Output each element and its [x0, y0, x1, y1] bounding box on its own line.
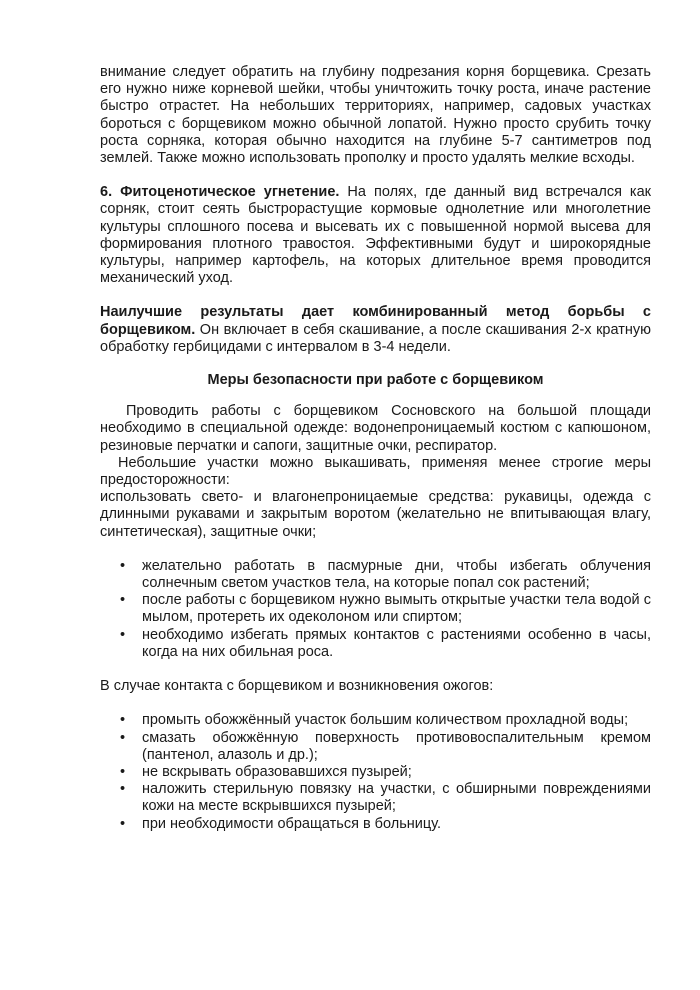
list-item-text: смазать обожжённую поверхность противовоспалительным кремом (пантенол, алазоль и др.); — [142, 729, 651, 763]
bullet-icon: • — [120, 729, 126, 746]
list-item-text: наложить стерильную повязку на участки, с обширными повреждениями кожи на месте вскрывшихся пузырей; — [142, 781, 651, 815]
paragraph-phytocenotic — [100, 184, 651, 287]
list-item — [100, 781, 651, 815]
paragraph-combined-method-text: Он включает в себя скашивание, а после скашивания 2-х кратную обработку гербицидами с интервалом в 3-4 недели. — [100, 321, 651, 355]
paragraph-protective-clothing: Проводить работы с борщевиком Сосновского на большой площади необходимо в специальной одежде: водонепроницаемый костюм с капюшоном, резиновые перчатки и сапоги, защитные очки, респиратор. — [100, 403, 651, 454]
section-heading: Меры безопасности при работе с борщевиком — [207, 372, 544, 389]
bullet-icon: • — [120, 763, 126, 780]
paragraph-small-areas: Небольшие участки можно выкашивать, применяя менее строгие меры предосторожности: — [100, 454, 651, 489]
list-item — [100, 592, 651, 626]
burn-treatment-list — [100, 712, 651, 832]
bullet-icon: • — [120, 815, 126, 832]
paragraph-contact-intro: В случае контакта с борщевиком и возникновения ожогов: — [100, 678, 494, 695]
list-item-text: промыть обожжённый участок большим количеством прохладной воды; — [142, 712, 629, 729]
list-item-text: необходимо избегать прямых контактов с растениями особенно в часы, когда на них обильная роса. — [142, 626, 651, 660]
list-item-text: при необходимости обращаться в больницу. — [142, 815, 441, 832]
list-item-text: не вскрывать образовавшихся пузырей; — [142, 763, 412, 780]
paragraph-phytocenotic-title: 6. Фитоценотическое угнетение. — [100, 184, 340, 201]
bullet-icon: • — [120, 712, 126, 729]
precautions-list — [100, 558, 651, 661]
document-page — [100, 64, 651, 833]
list-item-text: после работы с борщевиком нужно вымыть открытые участки тела водой с мылом, протереть их одеколоном или спиртом; — [142, 592, 651, 626]
list-item — [100, 627, 651, 661]
paragraph-phytocenotic-text: На полях, где данный вид встречался как сорняк, стоит сеять быстрорастущие кормовые однолетние или многолетние культуры сплошного посева и высевать их с повышенной нормой высева для формирования плотного травостоя. Эффективными будут и широкорядные культуры, например картофель, на которых длительное время проводится механический уход. — [100, 184, 651, 287]
bullet-icon: • — [120, 781, 126, 798]
list-item — [100, 558, 651, 592]
bullet-icon: • — [120, 557, 126, 574]
paragraph-combined-method — [100, 304, 651, 356]
paragraph-protective-means: использовать свето- и влагонепроницаемые средства: рукавицы, одежда с длинными рукавами и закрытым воротом (желательно не впитывающая влагу, синтетическая), защитные очки; — [100, 489, 651, 540]
list-item — [100, 816, 651, 833]
bullet-icon: • — [120, 626, 126, 643]
list-item — [100, 730, 651, 764]
list-item — [100, 764, 651, 781]
paragraph-root-cutting: внимание следует обратить на глубину подрезания корня борщевика. Срезать его нужно ниже корневой шейки, чтобы уничтожить точку роста, иначе растение быстро отрастет. На небольших территориях, например, садовых участках бороться с борщевиком можно обычной лопатой. Нужно просто срубить точку роста сорняка, которая обычно находится на глубине 5-7 сантиметров под землей. Также можно использовать прополку и просто удалять мелкие всходы. — [100, 64, 651, 167]
paragraph-combined-method-title: Наилучшие результаты дает комбинированный метод борьбы с борщевиком. — [100, 304, 651, 338]
bullet-icon: • — [120, 592, 126, 609]
list-item-text: желательно работать в пасмурные дни, чтобы избегать облучения солнечным светом участков тела, на которые попал сок растений; — [142, 557, 651, 592]
list-item — [100, 712, 651, 729]
